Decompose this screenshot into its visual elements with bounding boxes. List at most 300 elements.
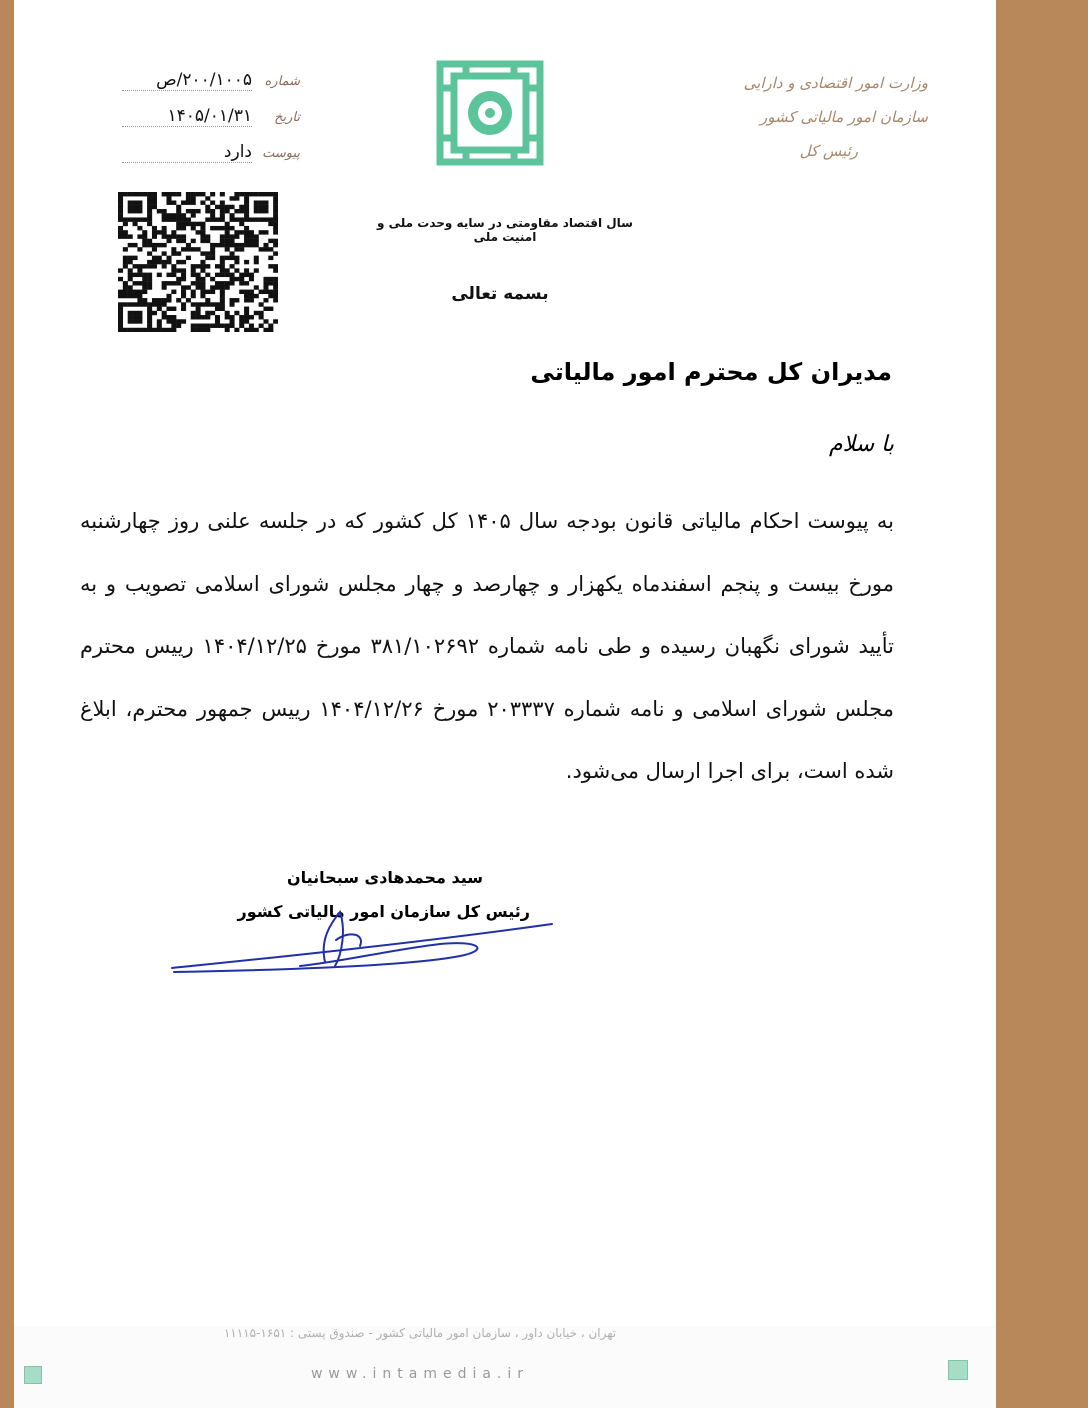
qr-module [123, 260, 128, 264]
qr-module [196, 209, 201, 213]
qr-module [176, 319, 181, 323]
qr-module [268, 192, 273, 196]
qr-module [157, 298, 162, 302]
qr-module [142, 243, 147, 247]
qr-module [244, 311, 249, 315]
qr-module [142, 230, 147, 234]
qr-module [166, 281, 171, 285]
qr-module [142, 239, 147, 243]
qr-module [273, 217, 278, 221]
qr-module [220, 239, 225, 243]
qr-module [205, 196, 210, 200]
qr-module [133, 217, 138, 221]
qr-module [181, 307, 186, 311]
qr-module [273, 230, 278, 234]
qr-module [191, 226, 196, 230]
qr-module [273, 277, 278, 281]
letter-body: به پیوست احکام مالیاتی قانون بودجه سال ۱۴۰۵ کل کشور که در جلسه علنی روز چهارشنبه مورخ بیست و پنجم اسفندماه یکهزار و چهارصد و چهار مجلس شورای اسلامی تصویب و به تأیید شورای نگهبان رسیده و طی نامه شماره ۳۸۱/۱۰۲۶۹۲ مورخ ۱۴۰۴/۱۲/۲۵ رییس محترم مجلس شورای اسلامی و نامه شماره ۲۰۳۳۳۷ مورخ ۱۴۰۴/۱۲/۲۶ رییس جمهور محترم، ابلاغ شده است، برای اجرا ارسال می‌شود. [80, 509, 894, 783]
qr-module [244, 294, 249, 298]
qr-module [142, 277, 147, 281]
qr-module [171, 290, 176, 294]
qr-module [225, 315, 230, 319]
qr-module [273, 294, 278, 298]
qr-module [210, 209, 215, 213]
qr-module [220, 213, 225, 217]
qr-module [137, 319, 142, 323]
qr-module [254, 192, 259, 196]
qr-module [273, 264, 278, 268]
qr-module [157, 230, 162, 234]
qr-module [123, 264, 128, 268]
qr-module [249, 239, 254, 243]
ministry-header [728, 66, 928, 168]
qr-module [157, 324, 162, 328]
qr-module [196, 324, 201, 328]
qr-module [200, 281, 205, 285]
qr-module [123, 222, 128, 226]
qr-module [162, 243, 167, 247]
qr-module [142, 285, 147, 289]
qr-code [118, 192, 278, 332]
qr-module [268, 222, 273, 226]
qr-module [157, 243, 162, 247]
qr-module [254, 209, 259, 213]
qr-module [157, 209, 162, 213]
attachment-row [100, 142, 300, 178]
qr-module [254, 200, 259, 204]
qr-module [147, 302, 152, 306]
qr-module [152, 192, 157, 196]
qr-module [152, 247, 157, 251]
qr-module [166, 273, 171, 277]
qr-module [215, 324, 220, 328]
qr-module [118, 311, 123, 315]
qr-module [128, 277, 133, 281]
qr-module [225, 230, 230, 234]
qr-module [215, 226, 220, 230]
qr-module [225, 239, 230, 243]
recipient: مدیران کل محترم امور مالیاتی [530, 358, 892, 386]
qr-module [152, 328, 157, 332]
qr-module [166, 319, 171, 323]
qr-module [259, 311, 264, 315]
qr-module [254, 256, 259, 260]
qr-module [268, 324, 273, 328]
qr-module [118, 294, 123, 298]
qr-module [249, 273, 254, 277]
qr-module [162, 315, 167, 319]
qr-module [225, 281, 230, 285]
qr-module [263, 290, 268, 294]
qr-module [157, 328, 162, 332]
qr-module [239, 222, 244, 226]
qr-module [273, 226, 278, 230]
qr-module [200, 264, 205, 268]
qr-module [205, 239, 210, 243]
qr-module [142, 192, 147, 196]
qr-module [186, 285, 191, 289]
qr-module [133, 328, 138, 332]
qr-module [220, 243, 225, 247]
qr-module [215, 302, 220, 306]
qr-module [273, 192, 278, 196]
qr-module [142, 328, 147, 332]
qr-module [220, 256, 225, 260]
qr-module [220, 281, 225, 285]
qr-module [200, 315, 205, 319]
qr-module [191, 213, 196, 217]
qr-module [137, 328, 142, 332]
qr-module [220, 298, 225, 302]
qr-module [210, 290, 215, 294]
qr-module [152, 205, 157, 209]
qr-module [210, 311, 215, 315]
qr-module [205, 256, 210, 260]
qr-module [220, 200, 225, 204]
qr-module [118, 234, 123, 238]
qr-module [166, 196, 171, 200]
qr-module [147, 260, 152, 264]
qr-module [147, 281, 152, 285]
qr-module [259, 315, 264, 319]
qr-module [215, 281, 220, 285]
qr-module [166, 239, 171, 243]
qr-module [263, 328, 268, 332]
qr-module [254, 217, 259, 221]
qr-module [196, 307, 201, 311]
qr-module [166, 217, 171, 221]
qr-module [118, 205, 123, 209]
qr-module [215, 285, 220, 289]
qr-module [249, 192, 254, 196]
qr-module [230, 281, 235, 285]
qr-module [181, 273, 186, 277]
qr-module [244, 298, 249, 302]
qr-module [200, 230, 205, 234]
qr-module [166, 294, 171, 298]
qr-module [181, 226, 186, 230]
qr-module [123, 328, 128, 332]
qr-module [133, 256, 138, 260]
year-slogan: سال اقتصاد مقاومتی در سایه وحدت ملی و امنیت ملی [376, 216, 633, 244]
qr-module [123, 294, 128, 298]
qr-module [200, 268, 205, 272]
qr-module [157, 273, 162, 277]
qr-module [239, 230, 244, 234]
qr-module [205, 264, 210, 268]
qr-module [147, 239, 152, 243]
qr-module [259, 205, 264, 209]
qr-module [196, 247, 201, 251]
qr-module [147, 243, 152, 247]
qr-module [220, 268, 225, 272]
qr-module [268, 264, 273, 268]
qr-module [181, 200, 186, 204]
qr-module [118, 196, 123, 200]
qr-module [162, 234, 167, 238]
qr-module [128, 273, 133, 277]
qr-module [162, 264, 167, 268]
qr-module [181, 239, 186, 243]
qr-module [128, 243, 133, 247]
qr-module [176, 213, 181, 217]
qr-module [196, 273, 201, 277]
qr-module [166, 315, 171, 319]
qr-module [181, 277, 186, 281]
qr-module [230, 205, 235, 209]
qr-module [157, 319, 162, 323]
qr-module [225, 209, 230, 213]
qr-module [142, 273, 147, 277]
qr-module [220, 307, 225, 311]
qr-module [215, 217, 220, 221]
qr-module [210, 256, 215, 260]
qr-module [166, 260, 171, 264]
qr-module [268, 328, 273, 332]
qr-module [137, 226, 142, 230]
qr-module [186, 222, 191, 226]
qr-module [220, 260, 225, 264]
qr-module [181, 234, 186, 238]
qr-module [230, 251, 235, 255]
qr-module [181, 217, 186, 221]
qr-module [210, 217, 215, 221]
qr-module [171, 328, 176, 332]
qr-module [152, 256, 157, 260]
qr-module [273, 205, 278, 209]
qr-module [249, 298, 254, 302]
qr-module [200, 277, 205, 281]
greeting: با سلام [828, 432, 894, 457]
qr-module [191, 328, 196, 332]
qr-module [191, 264, 196, 268]
qr-module [239, 324, 244, 328]
qr-module [239, 205, 244, 209]
qr-module [191, 324, 196, 328]
qr-module [181, 290, 186, 294]
qr-module [133, 273, 138, 277]
handwritten-signature [160, 900, 580, 990]
qr-module [225, 243, 230, 247]
qr-module [137, 209, 142, 213]
qr-module [171, 213, 176, 217]
qr-module [171, 324, 176, 328]
corner-square-right [948, 1360, 968, 1380]
qr-module [147, 217, 152, 221]
qr-module [186, 243, 191, 247]
qr-module [142, 264, 147, 268]
qr-module [118, 277, 123, 281]
qr-module [191, 209, 196, 213]
qr-module [205, 273, 210, 277]
qr-module [137, 264, 142, 268]
qr-module [176, 298, 181, 302]
qr-module [142, 298, 147, 302]
qr-module [137, 294, 142, 298]
qr-module [176, 226, 181, 230]
qr-module [128, 205, 133, 209]
qr-module [186, 247, 191, 251]
qr-module [215, 315, 220, 319]
qr-module [220, 290, 225, 294]
qr-module [268, 307, 273, 311]
qr-module [186, 192, 191, 196]
qr-module [191, 196, 196, 200]
qr-module [220, 217, 225, 221]
qr-module [210, 213, 215, 217]
qr-module [147, 319, 152, 323]
qr-module [147, 192, 152, 196]
qr-module [220, 264, 225, 268]
corner-square-left [24, 1366, 42, 1384]
qr-module [123, 247, 128, 251]
letter-meta [100, 70, 300, 178]
qr-module [239, 290, 244, 294]
qr-module [176, 192, 181, 196]
qr-module [128, 268, 133, 272]
qr-module [133, 319, 138, 323]
qr-module [263, 247, 268, 251]
qr-module [239, 217, 244, 221]
office-title: رئیس کل [799, 142, 858, 160]
qr-module [263, 277, 268, 281]
qr-module [200, 226, 205, 230]
qr-module [181, 285, 186, 289]
qr-module [268, 239, 273, 243]
qr-module [157, 260, 162, 264]
qr-module [152, 298, 157, 302]
qr-module [137, 302, 142, 306]
qr-module [249, 328, 254, 332]
qr-module [133, 264, 138, 268]
qr-module [230, 298, 235, 302]
qr-module [137, 281, 142, 285]
qr-module [239, 243, 244, 247]
qr-module [128, 294, 133, 298]
letter-date: ۱۴۰۵/۰۱/۳۱ [122, 106, 252, 127]
qr-module [176, 234, 181, 238]
qr-module [196, 192, 201, 196]
qr-module [268, 294, 273, 298]
qr-module [128, 285, 133, 289]
qr-module [147, 324, 152, 328]
qr-module [118, 192, 123, 196]
qr-module [230, 277, 235, 281]
qr-module [254, 205, 259, 209]
attachment-label: پیوست [262, 146, 300, 161]
qr-module [186, 196, 191, 200]
qr-module [210, 251, 215, 255]
qr-module [191, 200, 196, 204]
qr-module [220, 273, 225, 277]
qr-module [210, 192, 215, 196]
qr-module [249, 294, 254, 298]
qr-module [128, 234, 133, 238]
qr-module [244, 230, 249, 234]
qr-module [254, 268, 259, 272]
qr-module [263, 281, 268, 285]
number-label: شماره [264, 74, 300, 89]
qr-module [220, 205, 225, 209]
qr-module [215, 243, 220, 247]
qr-module [166, 307, 171, 311]
qr-module [147, 311, 152, 315]
qr-module [133, 209, 138, 213]
qr-module [225, 205, 230, 209]
qr-module [147, 251, 152, 255]
qr-module [234, 217, 239, 221]
qr-module [181, 302, 186, 306]
qr-module [176, 251, 181, 255]
qr-module [171, 217, 176, 221]
qr-module [200, 192, 205, 196]
qr-module [123, 192, 128, 196]
footer-address: تهران ، خیابان داور ، سازمان امور مالیاتی کشور - صندوق پستی : ۱۶۵۱-۱۱۱۱۵ [223, 1326, 617, 1340]
qr-module [133, 302, 138, 306]
qr-module [215, 205, 220, 209]
qr-module [234, 256, 239, 260]
qr-module [152, 260, 157, 264]
qr-module [225, 222, 230, 226]
qr-module [263, 230, 268, 234]
qr-module [137, 298, 142, 302]
qr-module [191, 192, 196, 196]
ministry-name: وزارت امور اقتصادی و دارایی [743, 74, 928, 92]
qr-module [118, 217, 123, 221]
qr-module [137, 247, 142, 251]
qr-module [230, 324, 235, 328]
qr-module [118, 213, 123, 217]
qr-module [273, 285, 278, 289]
qr-module [263, 205, 268, 209]
qr-module [162, 226, 167, 230]
qr-module [259, 192, 264, 196]
qr-module [118, 315, 123, 319]
qr-module [244, 268, 249, 272]
organization-name: سازمان امور مالیاتی کشور [760, 108, 928, 126]
qr-module [234, 192, 239, 196]
qr-module [147, 196, 152, 200]
qr-module [244, 243, 249, 247]
qr-module [230, 196, 235, 200]
qr-module [166, 256, 171, 260]
letter-number: ۲۰۰/۱۰۰۵/ص [122, 70, 252, 91]
qr-module [176, 281, 181, 285]
qr-module [191, 294, 196, 298]
qr-module [191, 311, 196, 315]
qr-module [263, 192, 268, 196]
qr-module [171, 192, 176, 196]
qr-module [128, 328, 133, 332]
page-frame [0, 0, 14, 1408]
qr-module [244, 281, 249, 285]
qr-module [166, 298, 171, 302]
qr-module [230, 273, 235, 277]
qr-module [249, 217, 254, 221]
qr-module [273, 222, 278, 226]
qr-module [234, 247, 239, 251]
qr-module [225, 268, 230, 272]
qr-module [123, 217, 128, 221]
qr-module [220, 209, 225, 213]
qr-module [249, 290, 254, 294]
qr-module [186, 209, 191, 213]
qr-module [196, 277, 201, 281]
qr-module [254, 239, 259, 243]
qr-module [147, 213, 152, 217]
qr-module [128, 260, 133, 264]
qr-module [254, 234, 259, 238]
